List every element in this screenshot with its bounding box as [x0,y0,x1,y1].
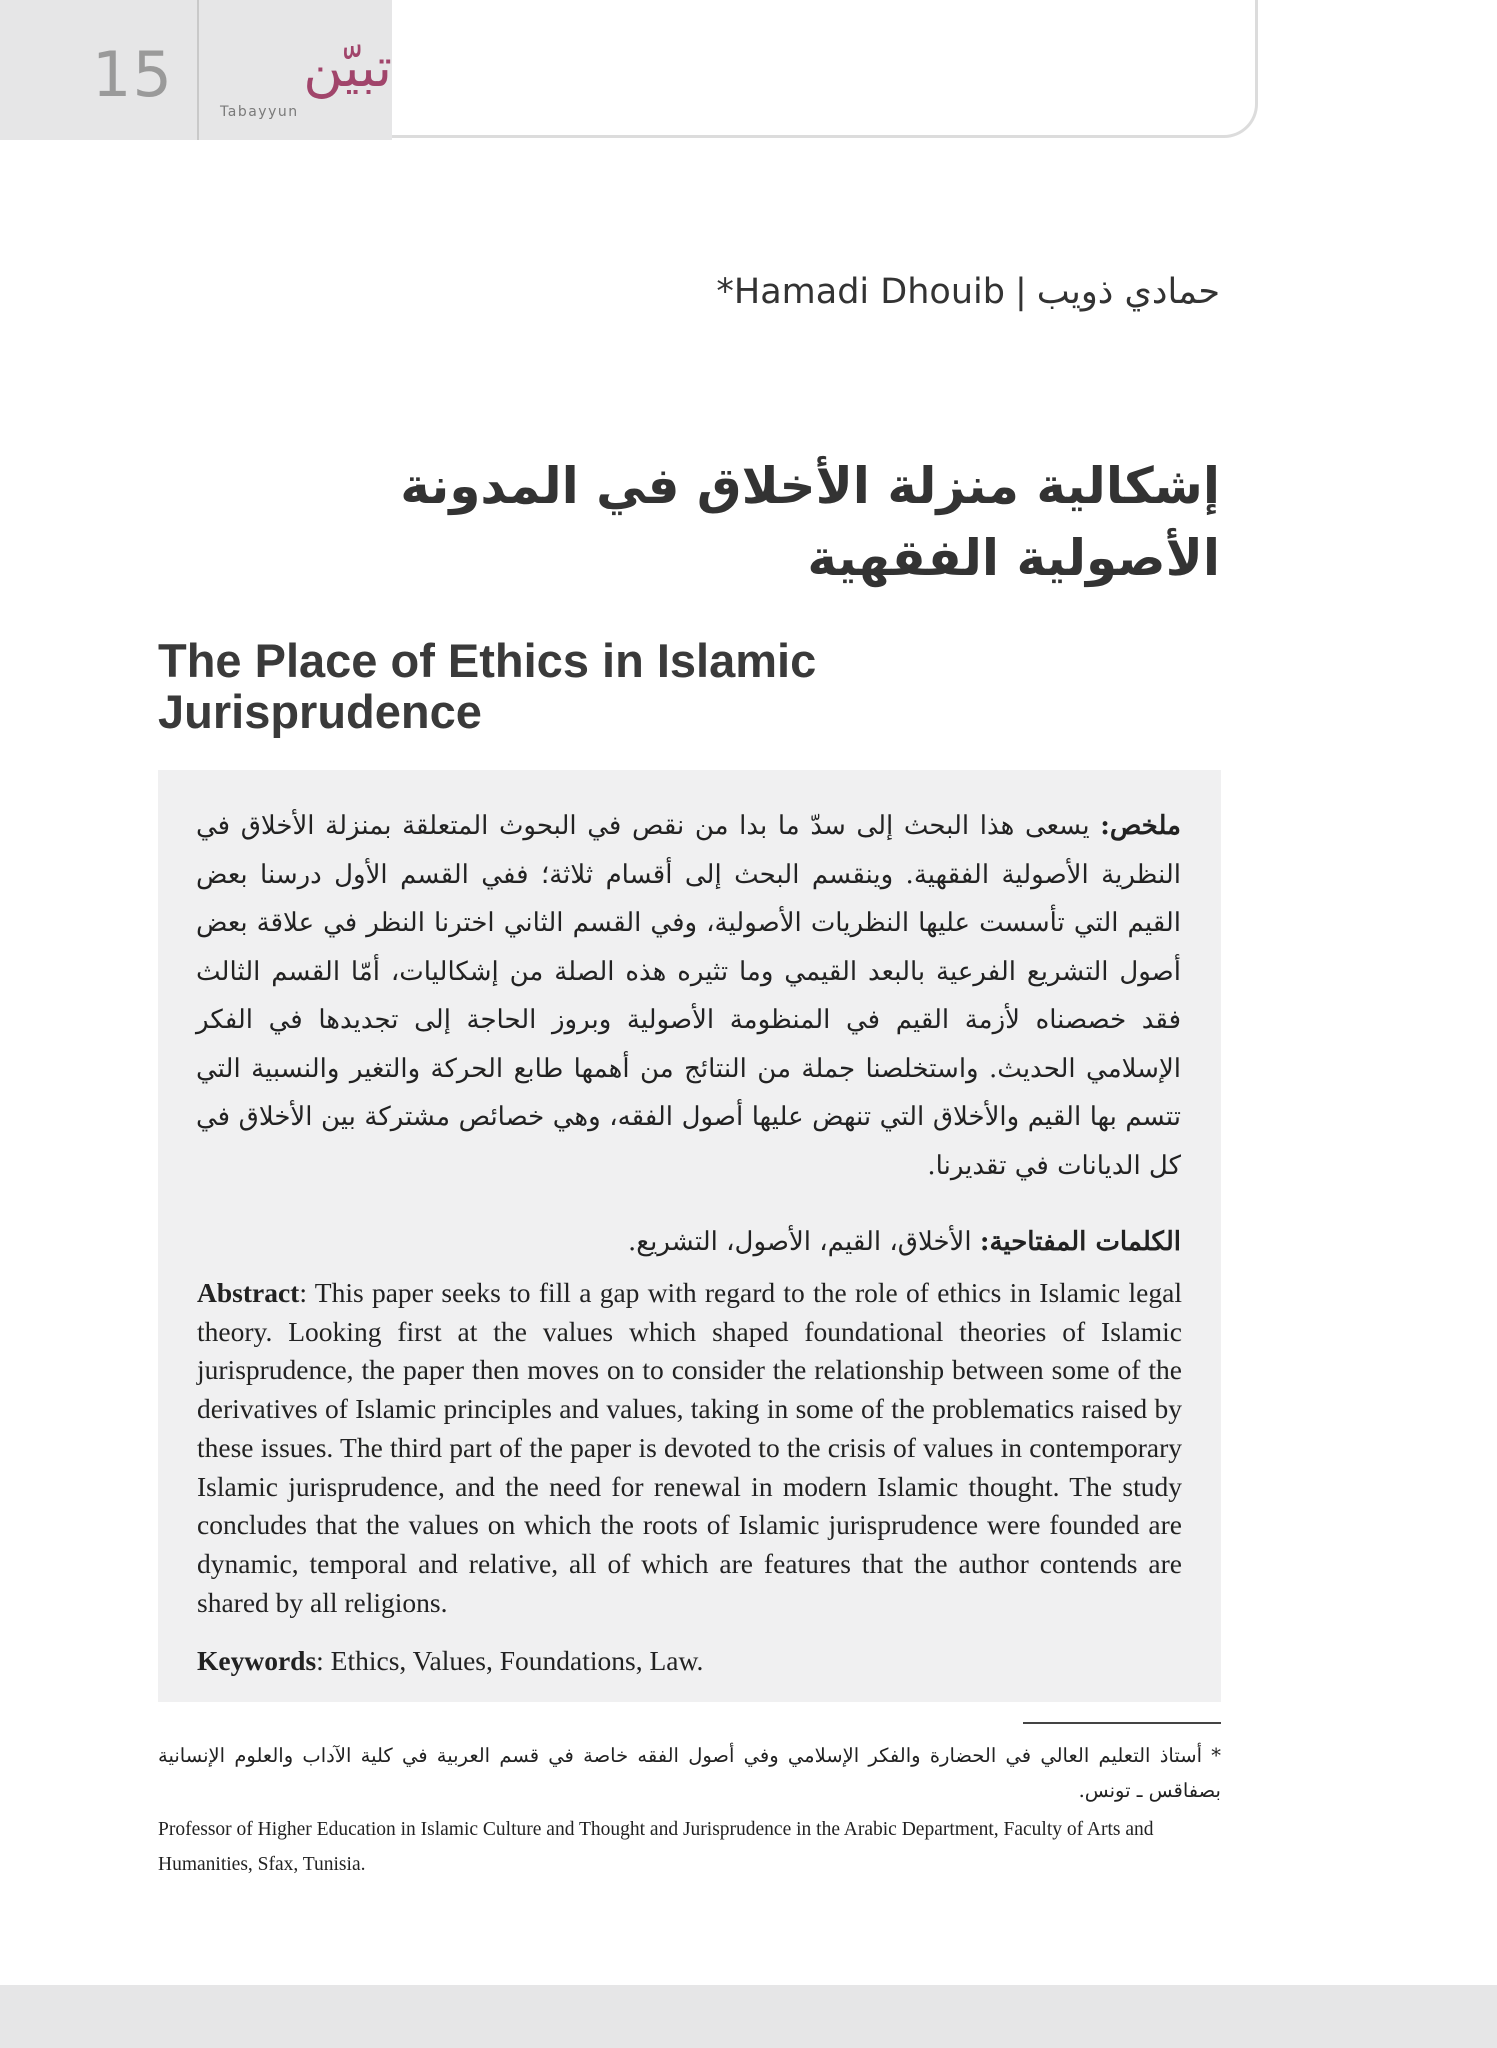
title-arabic: إشكالية منزلة الأخلاق في المدونة الأصولية الفقهية [400,457,1220,587]
author-name-en: *Hamadi Dhouib [716,272,1005,312]
header-divider [197,0,199,140]
logo-arabic: تبيّن [303,36,392,99]
abstract-english-text: : This paper seeks to fill a gap with regard to the role of ethics in Islamic legal theory. Looking first at the values which shaped foundational theories of Islamic jurisprudence, the paper then moves on to consider the relationship between some of the derivatives of Islamic principles and values, taking in some of the problematics raised by these issues. The third part of the paper is devoted to the crisis of values in contemporary Islamic jurisprudence, and the need for renewal in modern Islamic thought. The study concludes that the values on which the roots of Islamic jurisprudence were founded are dynamic, temporal and relative, all of which are features that the author contends are shared by all religions. [197,1277,1182,1618]
title-english: The Place of Ethics in Islamic Jurisprudence [158,634,817,738]
keywords-arabic-label: الكلمات المفتاحية: [979,1227,1181,1257]
footer-band [0,1985,1497,2048]
abstract-arabic [196,802,1181,1190]
keywords-arabic [196,1222,1181,1262]
page-number: 15 [92,38,173,111]
footnote-rule [1023,1722,1221,1724]
keywords-arabic-text: الأخلاق، القيم، الأصول، التشريع. [628,1227,980,1257]
journal-logo [212,36,392,136]
keywords-english [197,1642,1182,1680]
abstract-english [197,1274,1182,1622]
abstract-arabic-label: ملخص: [1100,811,1181,841]
header-frame-line [392,0,1258,138]
keywords-english-label: Keywords [197,1645,317,1676]
footnote-english: Professor of Higher Education in Islamic Culture and Thought and Jurisprudence in the Arabic Department, Faculty of Arts and Humanities, Sfax, Tunisia. [158,1819,1154,1875]
abstract-english-label: Abstract [197,1277,300,1308]
author-separator: | [1014,272,1027,312]
abstract-arabic-text: يسعى هذا البحث إلى سدّ ما بدا من نقص في البحوث المتعلقة بمنزلة الأخلاق في النظرية الأصولية الفقهية. وينقسم البحث إلى أقسام ثلاثة؛ ففي القسم الأول درسنا بعض القيم التي تأسست عليها النظريات الأصولية، وفي القسم الثاني اخترنا النظر في علاقة بعض أصول التشريع الفرعية بالبعد القيمي وما تثيره هذه الصلة من إشكاليات، أمّا القسم الثالث فقد خصصناه لأزمة القيم في المنظومة الأصولية وبروز الحاجة إلى تجديدها في الفكر الإسلامي الحديث. واستخلصنا جملة من النتائج من أهمها طابع الحركة والتغير والنسبية التي تتسم بها القيم والأخلاق التي تنهض عليها أصول الفقه، وهي خصائص مشتركة بين الأخلاق في كل الديانات في تقديرنا. [196,811,1181,1181]
author-name-ar: حمادي ذويب [1036,272,1220,312]
keywords-english-text: : Ethics, Values, Foundations, Law. [316,1645,704,1676]
logo-latin: Tabayyun [220,104,299,120]
author-line [716,272,1220,312]
footnote-arabic: * أستاذ التعليم العالي في الحضارة والفكر الإسلامي وفي أصول الفقه خاصة في قسم العربية في كلية الآداب والعلوم الإنسانية بصفاقس ـ تونس. [158,1744,1221,1802]
abstract-box [158,770,1221,1702]
